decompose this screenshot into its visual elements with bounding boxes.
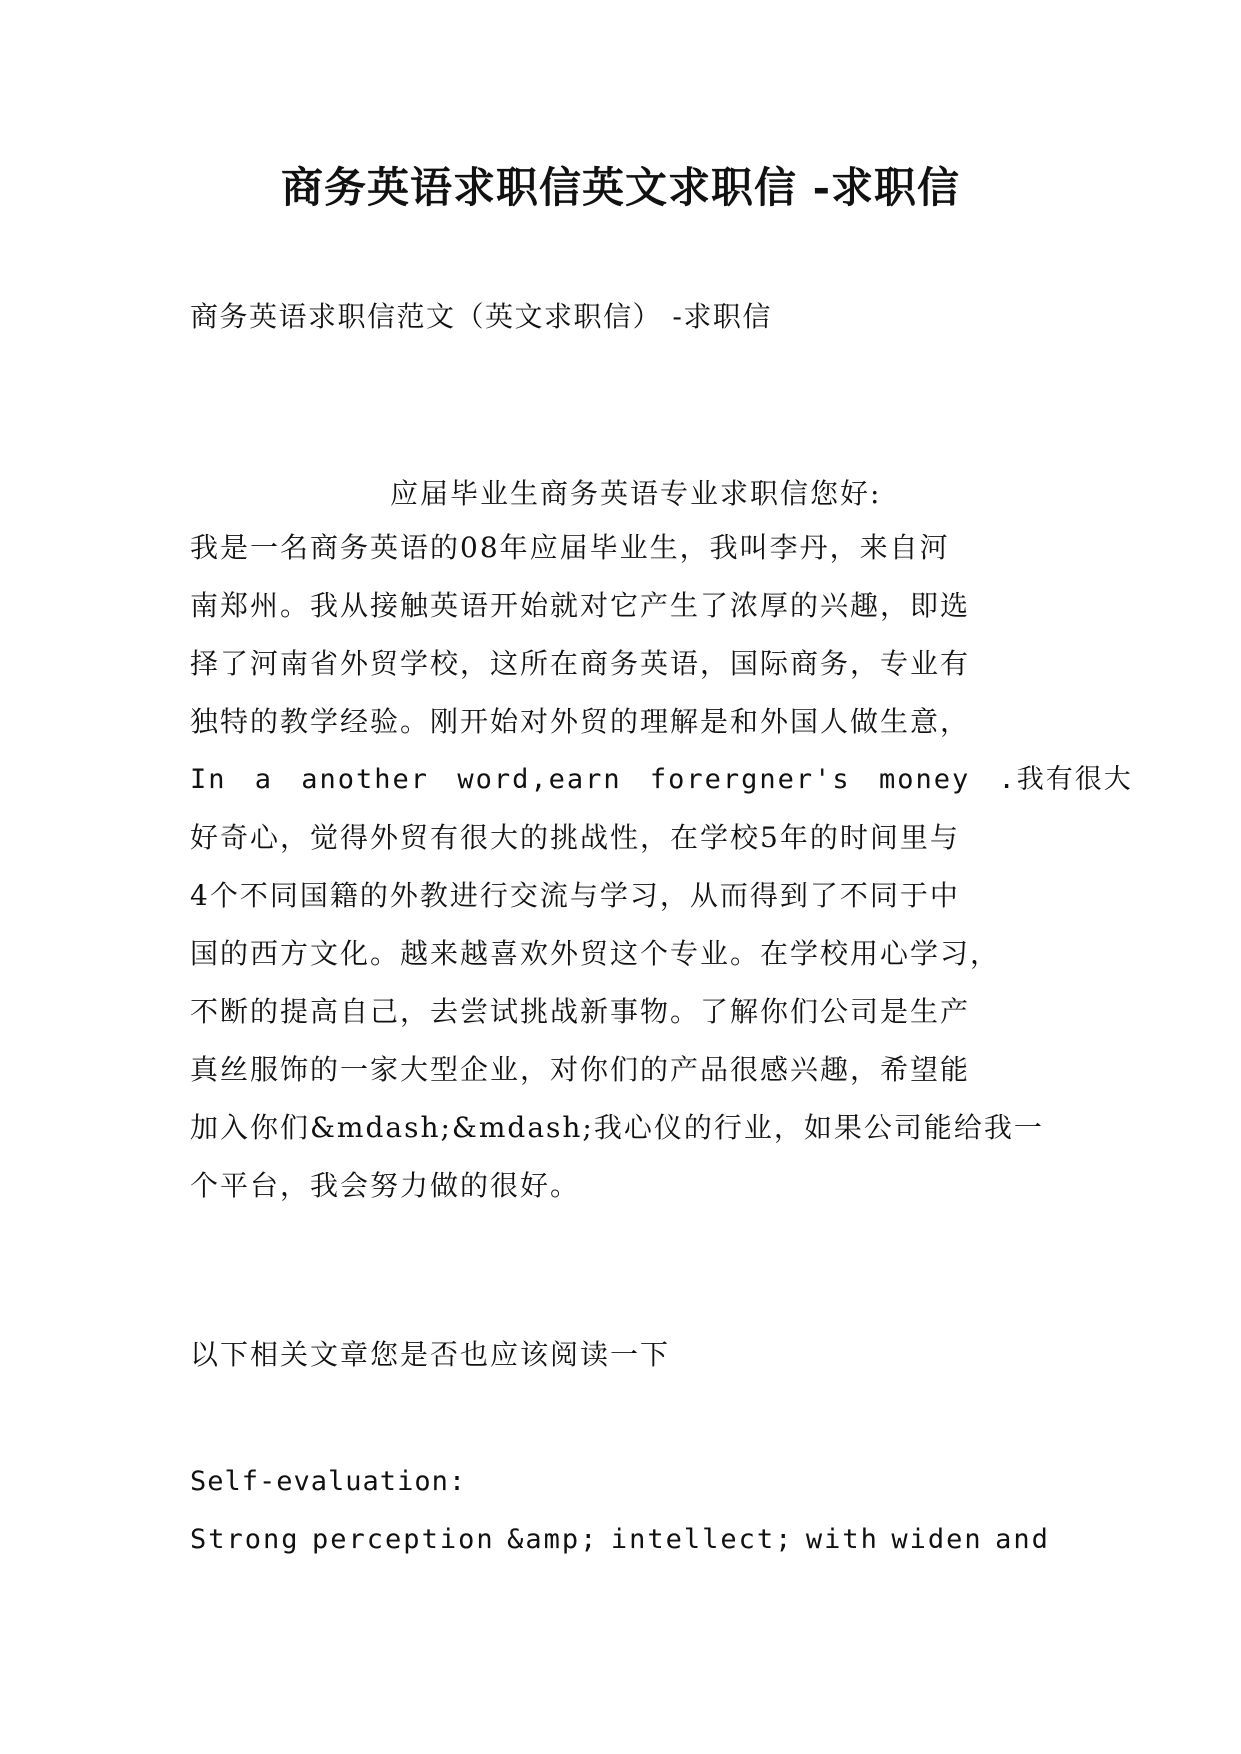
body-line: In a another word,earn forergner's money .我有很大 <box>190 764 1133 795</box>
self-eval-word: Strong <box>190 1524 300 1555</box>
body-line: 4个不同国籍的外教进行交流与学习，从而得到了不同于中 <box>190 879 960 912</box>
self-eval-word: intellect; <box>610 1524 794 1555</box>
body-line: 国的西方文化。越来越喜欢外贸这个专业。在学校用心学习， <box>190 937 1001 970</box>
self-eval-word: perception <box>312 1524 495 1555</box>
salutation: 应届毕业生商务英语专业求职信您好: <box>390 477 882 510</box>
body-line: 个平台，我会努力做的很好。 <box>190 1169 581 1202</box>
body-line: 好奇心，觉得外贸有很大的挑战性，在学校5年的时间里与 <box>190 821 960 854</box>
document-title: 商务英语求职信英文求职信 -求职信 <box>280 163 961 212</box>
related-articles-heading: 以下相关文章您是否也应该阅读一下 <box>190 1338 671 1371</box>
self-eval-word: and <box>995 1524 1050 1555</box>
body-line: 不断的提高自己，去尝试挑战新事物。了解你们公司是生产 <box>190 995 971 1028</box>
body-line: 我是一名商务英语的08年应届毕业生，我叫李丹，来自河 <box>190 531 950 564</box>
self-evaluation-label: Self-evaluation: <box>190 1466 467 1497</box>
self-eval-word: with <box>805 1524 879 1555</box>
self-eval-word: widen <box>891 1524 983 1555</box>
document-subtitle: 商务英语求职信范文（英文求职信） -求职信 <box>190 300 772 333</box>
body-line: 南郑州。我从接触英语开始就对它产生了浓厚的兴趣，即选 <box>190 589 971 622</box>
body-line: 独特的教学经验。刚开始对外贸的理解是和外国人做生意， <box>190 705 971 738</box>
body-line: 真丝服饰的一家大型企业，对你们的产品很感兴趣，希望能 <box>190 1053 971 1086</box>
self-eval-word: &amp; <box>507 1524 599 1555</box>
self-evaluation-text <box>190 1520 1050 1560</box>
body-line: 加入你们&mdash;&mdash;我心仪的行业，如果公司能给我一 <box>190 1111 1044 1144</box>
body-line: 择了河南省外贸学校，这所在商务英语，国际商务，专业有 <box>190 647 971 680</box>
